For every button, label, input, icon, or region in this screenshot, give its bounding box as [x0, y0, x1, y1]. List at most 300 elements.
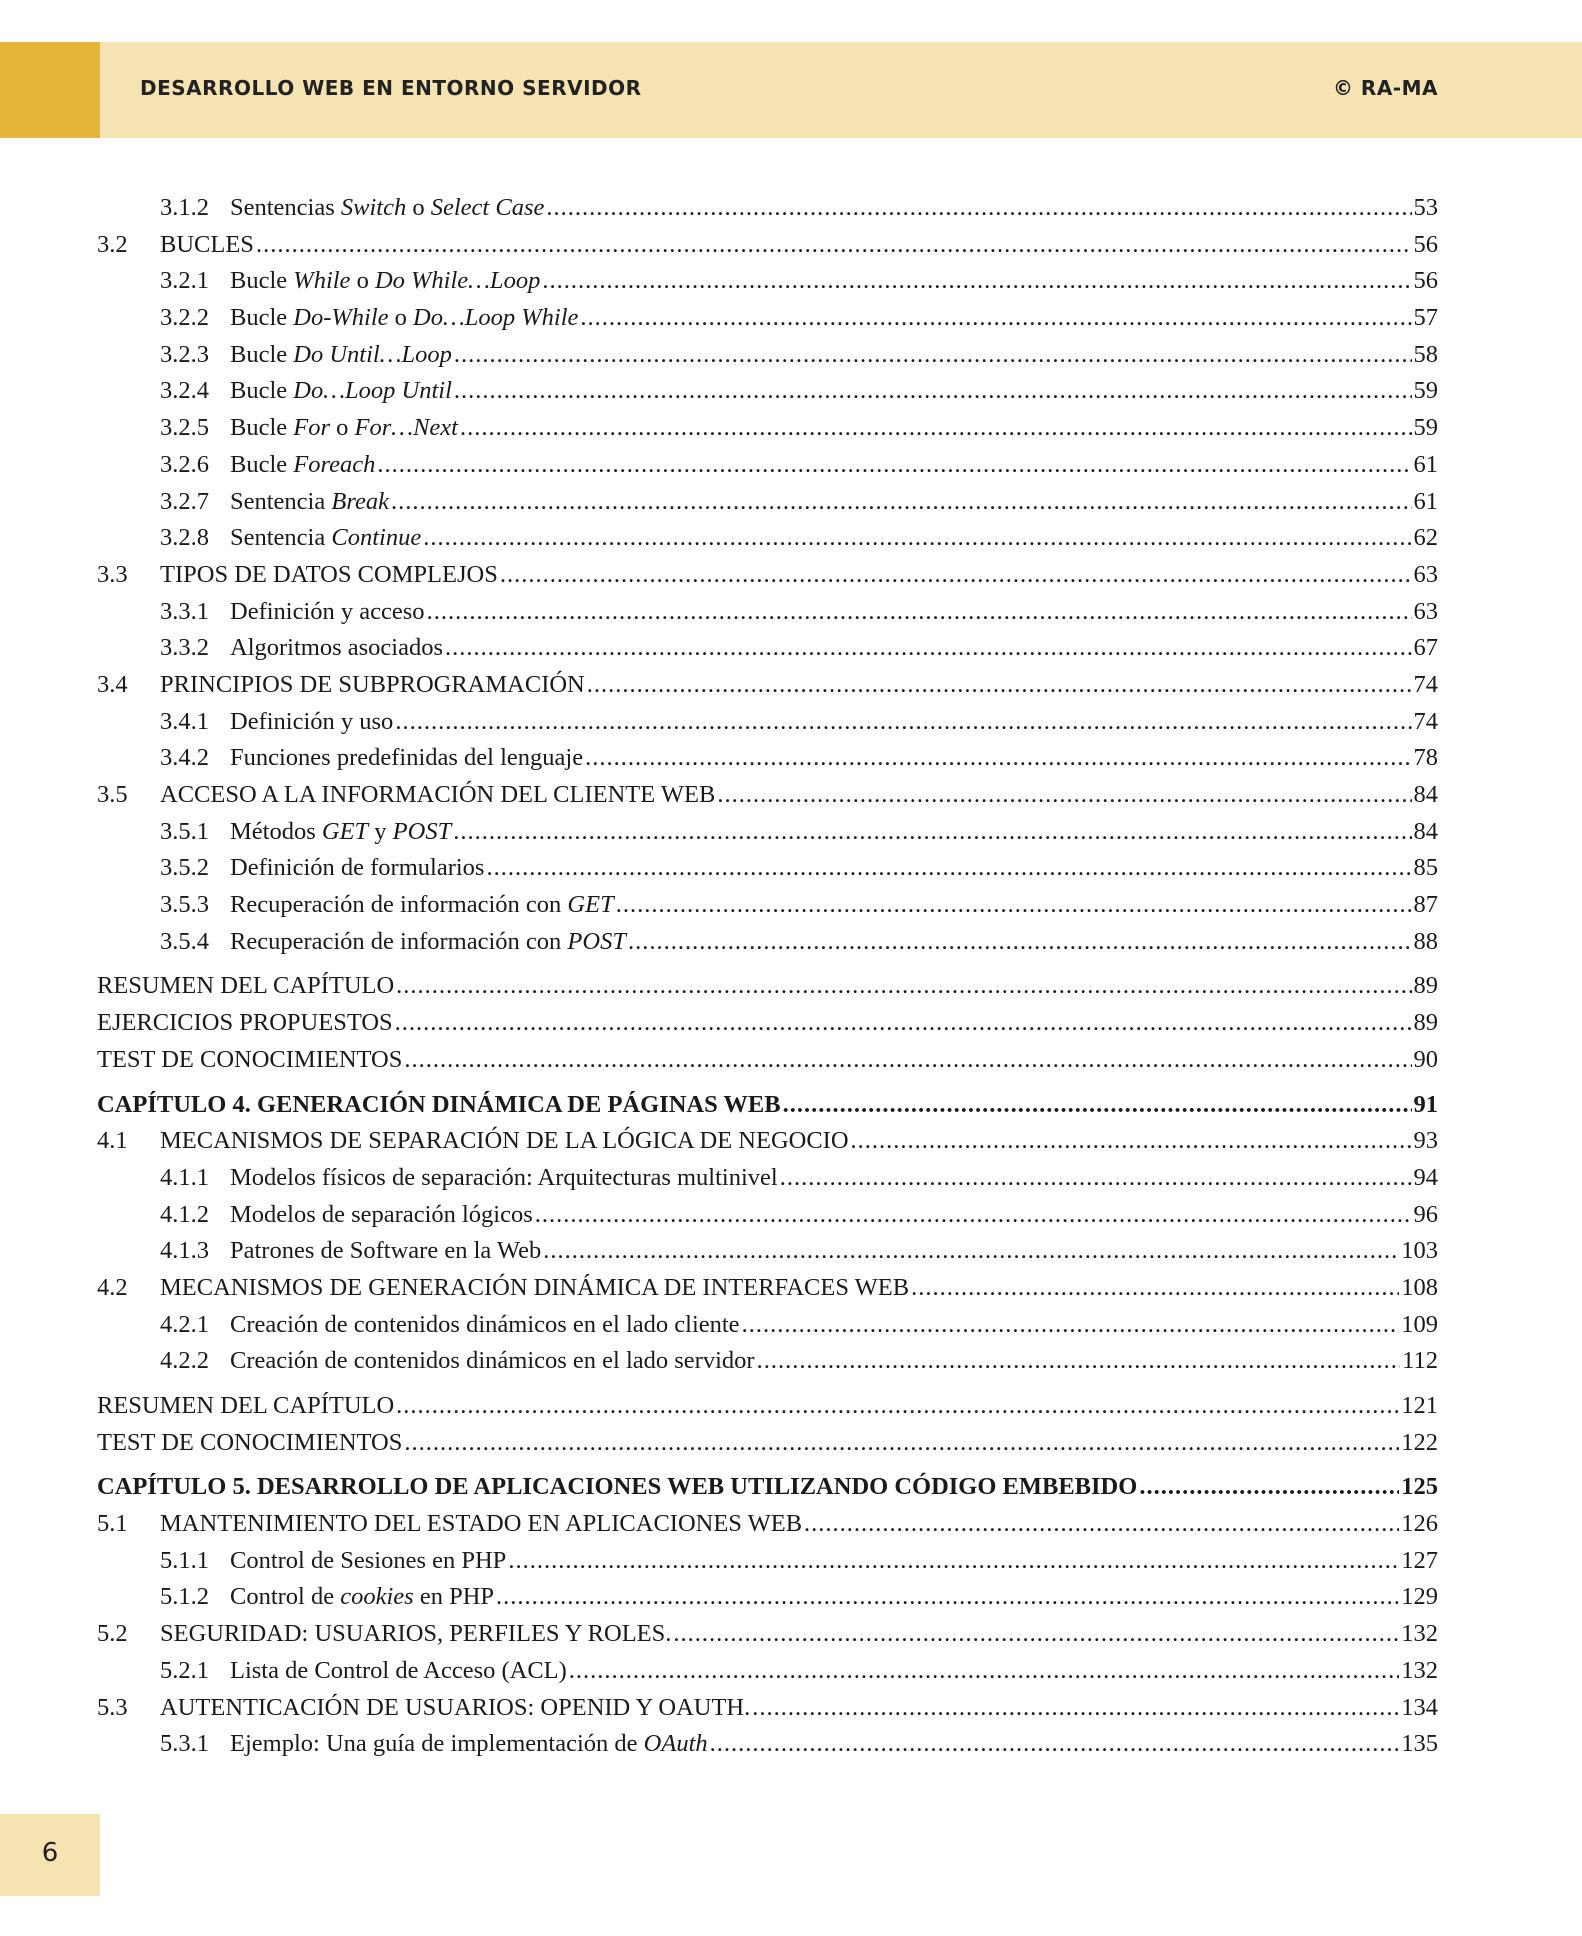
toc-entry[interactable] — [97, 781, 1438, 818]
toc-entry[interactable] — [97, 1237, 1438, 1274]
toc-entry-title — [230, 1657, 567, 1685]
toc-title-segment: Sentencia — [230, 524, 332, 552]
toc-page-number: 132 — [1401, 1620, 1438, 1648]
toc-title-segment: BUCLES — [160, 230, 254, 258]
toc-entry-number: 3.2.7 — [160, 487, 209, 515]
toc-title-segment: Lista de Control de Acceso (ACL) — [230, 1656, 567, 1684]
toc-entry-text — [97, 1311, 740, 1339]
toc-entry-number: 3.3 — [97, 560, 128, 588]
toc-entry[interactable] — [97, 1127, 1438, 1164]
dot-leader — [404, 1429, 1399, 1457]
toc-title-segment: SEGURIDAD: USUARIOS, PERFILES Y ROLES. — [160, 1620, 672, 1648]
dot-leader — [616, 891, 1412, 919]
toc-entry-text — [97, 1694, 750, 1722]
dot-leader — [580, 304, 1411, 332]
toc-entry[interactable] — [97, 1694, 1438, 1731]
toc-entry-title — [230, 1347, 755, 1375]
toc-entry[interactable] — [97, 1657, 1438, 1694]
toc-entry[interactable] — [97, 854, 1438, 891]
toc-entry-number: 3.2.3 — [160, 340, 209, 368]
toc-entry-text — [97, 854, 484, 882]
toc-page-number: 59 — [1413, 414, 1438, 442]
toc-entry-text — [97, 1730, 708, 1758]
toc-entry-title — [230, 1547, 506, 1575]
dot-leader — [508, 1547, 1399, 1575]
toc-title-segment: AUTENTICACIÓN DE USUARIOS: OPENID Y OAUTH. — [160, 1693, 751, 1721]
toc-title-segment: Sentencia — [230, 487, 332, 515]
toc-title-segment: Patrones de Software en la Web — [230, 1237, 542, 1265]
toc-entry-title — [97, 1091, 781, 1119]
toc-page-number: 53 — [1413, 194, 1438, 221]
toc-page-number: 56 — [1413, 267, 1438, 295]
dot-leader — [396, 1392, 1399, 1420]
toc-entry[interactable] — [97, 1164, 1438, 1201]
toc-entry[interactable] — [97, 1392, 1438, 1429]
dot-leader — [780, 1164, 1412, 1192]
toc-entry[interactable] — [97, 341, 1438, 378]
toc-title-segment: While — [293, 267, 351, 295]
toc-entry-title — [230, 524, 421, 552]
toc-entry-title — [230, 1311, 740, 1339]
toc-entry-text — [97, 634, 443, 662]
toc-entry-title — [160, 1510, 802, 1538]
dot-leader — [783, 1091, 1412, 1119]
toc-page-number: 129 — [1401, 1583, 1438, 1611]
toc-page-number: 61 — [1413, 450, 1438, 478]
toc-title-segment: Bucle — [230, 267, 294, 295]
toc-title-segment: CAPÍTULO 4. GENERACIÓN DINÁMICA DE PÁGINAS WEB — [97, 1090, 781, 1118]
toc-entry-number: 3.5 — [97, 781, 128, 808]
toc-entry[interactable] — [97, 1510, 1438, 1547]
toc-chapter-entry[interactable] — [97, 1091, 1438, 1128]
toc-entry-title — [97, 1046, 402, 1074]
toc-page-number: 134 — [1401, 1693, 1438, 1721]
toc-entry-text — [97, 1347, 755, 1375]
toc-entry-title — [160, 1620, 671, 1648]
toc-entry[interactable] — [97, 267, 1438, 304]
dot-leader — [628, 928, 1412, 956]
dot-leader — [453, 818, 1411, 846]
dot-leader — [391, 488, 1412, 516]
toc-entry-text — [97, 341, 452, 369]
toc-entry-number: 5.2 — [97, 1620, 128, 1648]
table-of-contents — [97, 194, 1438, 1767]
toc-entry-text — [97, 377, 452, 405]
toc-page-number: 135 — [1401, 1730, 1438, 1758]
dot-leader — [500, 561, 1412, 589]
toc-title-segment: TIPOS DE DATOS COMPLEJOS — [160, 560, 498, 588]
toc-entry-text — [97, 708, 393, 736]
dot-leader — [673, 1620, 1399, 1648]
toc-entry-number: 3.2 — [97, 230, 128, 258]
dot-leader — [404, 1046, 1411, 1074]
toc-entry-title — [160, 671, 585, 699]
toc-title-segment: Do Until…Loop — [293, 340, 452, 368]
dot-leader — [423, 524, 1411, 552]
dot-leader — [1139, 1473, 1399, 1501]
toc-page-number: 84 — [1413, 817, 1438, 845]
toc-entry-number: 3.5.2 — [160, 854, 209, 882]
toc-entry[interactable] — [97, 598, 1438, 635]
toc-entry-number: 3.2.5 — [160, 414, 209, 442]
toc-title-segment: EJERCICIOS PROPUESTOS — [97, 1009, 393, 1037]
toc-entry-title — [97, 1392, 394, 1420]
toc-title-segment: o — [388, 304, 414, 332]
toc-entry[interactable] — [97, 488, 1438, 525]
toc-entry-title — [97, 1429, 402, 1457]
toc-entry-text — [97, 488, 389, 516]
toc-title-segment: Control de — [230, 1583, 341, 1611]
dot-leader — [377, 451, 1411, 479]
toc-page-number: 103 — [1401, 1237, 1438, 1265]
dot-leader — [427, 598, 1412, 626]
toc-entry-title — [230, 1237, 541, 1265]
toc-page-number: 125 — [1401, 1473, 1438, 1501]
dot-leader — [804, 1510, 1399, 1538]
dot-leader — [546, 194, 1411, 222]
toc-page-number: 78 — [1413, 744, 1438, 772]
toc-title-segment: Do-While — [293, 304, 389, 332]
toc-page-number: 90 — [1413, 1045, 1438, 1073]
toc-entry[interactable] — [97, 1046, 1438, 1083]
toc-title-segment: Continue — [331, 524, 422, 552]
toc-title-segment: Modelos físicos de separación: Arquitecturas multinivel — [230, 1163, 778, 1191]
dot-leader — [395, 708, 1411, 736]
toc-entry-text — [97, 1657, 567, 1685]
toc-entry-title — [230, 377, 452, 405]
toc-page-number: 127 — [1401, 1546, 1438, 1574]
toc-entry-number: 3.3.1 — [160, 597, 209, 625]
dot-leader — [911, 1274, 1399, 1302]
toc-entry-number: 3.2.4 — [160, 377, 209, 405]
toc-entry-title — [230, 194, 544, 222]
toc-entry[interactable] — [97, 1730, 1438, 1767]
toc-entry[interactable] — [97, 1201, 1438, 1238]
toc-title-segment: Modelos de separación lógicos — [230, 1200, 533, 1228]
header-accent-block — [0, 42, 100, 138]
toc-page-number: 57 — [1413, 304, 1438, 332]
toc-page-number: 109 — [1401, 1310, 1438, 1338]
dot-leader — [717, 781, 1411, 809]
toc-page-number: 96 — [1413, 1200, 1438, 1228]
toc-entry-number: 3.2.8 — [160, 524, 209, 552]
toc-title-segment: Do…Loop While — [413, 304, 579, 332]
toc-title-segment: Bucle — [230, 450, 294, 478]
toc-entry-number: 3.2.1 — [160, 267, 209, 295]
toc-entry-text — [97, 1127, 849, 1155]
toc-entry-text — [97, 1009, 393, 1037]
toc-entry-text — [97, 1392, 394, 1420]
toc-entry-title — [160, 561, 498, 589]
toc-entry-number: 3.5.1 — [160, 817, 209, 845]
toc-entry-text — [97, 524, 421, 552]
toc-page-number: 91 — [1413, 1090, 1438, 1118]
toc-page-number: 63 — [1413, 597, 1438, 625]
toc-entry[interactable] — [97, 1274, 1438, 1311]
toc-entry-text — [97, 561, 498, 589]
toc-entry-text — [97, 194, 544, 222]
toc-entry-text — [97, 267, 540, 295]
toc-title-segment: CAPÍTULO 5. DESARROLLO DE APLICACIONES WEB UTILIZANDO CÓDIGO EMBEBIDO — [97, 1473, 1138, 1501]
toc-entry-title — [230, 267, 540, 295]
toc-page-number: 121 — [1401, 1392, 1438, 1419]
toc-entry-number: 4.1 — [97, 1127, 128, 1155]
toc-page-number: 93 — [1413, 1127, 1438, 1155]
toc-title-segment: MECANISMOS DE GENERACIÓN DINÁMICA DE INTERFACES WEB — [160, 1273, 910, 1301]
toc-entry-number: 3.2.6 — [160, 450, 209, 478]
toc-entry-text — [97, 818, 451, 846]
toc-entry-number: 4.1.1 — [160, 1163, 209, 1191]
toc-title-segment: OAuth — [643, 1730, 708, 1758]
toc-title-segment: GET — [321, 817, 369, 845]
toc-entry[interactable] — [97, 1583, 1438, 1620]
toc-page-number: 67 — [1413, 634, 1438, 662]
toc-entry[interactable] — [97, 1620, 1438, 1657]
toc-entry-text — [97, 671, 585, 699]
dot-leader — [256, 231, 1412, 259]
toc-entry[interactable] — [97, 1547, 1438, 1584]
toc-title-segment: Do While…Loop — [374, 267, 541, 295]
dot-leader — [752, 1694, 1399, 1722]
toc-entry-number: 3.1.2 — [160, 194, 209, 221]
toc-entry-text — [97, 231, 254, 259]
dot-leader — [587, 671, 1412, 699]
toc-title-segment: RESUMEN DEL CAPÍTULO — [97, 1392, 395, 1419]
running-header-title: DESARROLLO WEB EN ENTORNO SERVIDOR — [140, 76, 642, 100]
toc-entry[interactable] — [97, 1347, 1438, 1384]
toc-title-segment: Definición de formularios — [230, 854, 485, 882]
toc-title-segment: Control de Sesiones en PHP — [230, 1546, 507, 1574]
toc-title-segment: POST — [392, 817, 452, 845]
toc-entry-title — [97, 1009, 393, 1037]
dot-leader — [396, 972, 1411, 1000]
toc-title-segment: Bucle — [230, 414, 294, 442]
toc-page-number: 84 — [1413, 781, 1438, 808]
toc-title-segment: Foreach — [293, 450, 376, 478]
toc-title-segment: Sentencias — [230, 194, 341, 221]
toc-entry-number: 3.3.2 — [160, 634, 209, 662]
toc-entry-text — [97, 1473, 1137, 1501]
toc-title-segment: For…Next — [354, 414, 458, 442]
toc-entry-text — [97, 1237, 541, 1265]
toc-entry[interactable] — [97, 414, 1438, 451]
toc-entry[interactable] — [97, 671, 1438, 708]
toc-title-segment: Creación de contenidos dinámicos en el lado cliente — [230, 1310, 740, 1338]
toc-entry-number: 3.5.4 — [160, 927, 209, 955]
dot-leader — [460, 414, 1412, 442]
toc-entry-text — [97, 304, 578, 332]
toc-title-segment: Definición y acceso — [230, 597, 425, 625]
toc-entry-text — [97, 598, 425, 626]
toc-entry-title — [160, 781, 715, 809]
toc-entry-number: 5.3.1 — [160, 1730, 209, 1758]
toc-title-segment: MANTENIMIENTO DEL ESTADO EN APLICACIONES WEB — [160, 1510, 803, 1538]
toc-page-number: 122 — [1401, 1428, 1438, 1456]
toc-title-segment: y — [368, 817, 393, 845]
toc-entry[interactable] — [97, 744, 1438, 781]
toc-entry-title — [230, 1730, 708, 1758]
toc-page-number: 89 — [1413, 972, 1438, 1000]
dot-leader — [585, 744, 1411, 772]
toc-entry-number: 5.1 — [97, 1510, 128, 1538]
toc-entry-title — [97, 1473, 1137, 1501]
toc-title-segment: en PHP — [413, 1583, 495, 1611]
toc-title-segment: Algoritmos asociados — [230, 634, 443, 662]
dot-leader — [757, 1347, 1401, 1375]
toc-entry-title — [230, 598, 425, 626]
toc-entry-text — [97, 1274, 909, 1302]
toc-entry-title — [160, 1274, 909, 1302]
dot-leader — [742, 1311, 1400, 1339]
toc-entry[interactable] — [97, 304, 1438, 341]
toc-page-number: 126 — [1401, 1510, 1438, 1538]
dot-leader — [569, 1657, 1399, 1685]
toc-entry-text — [97, 1046, 402, 1074]
toc-entry-title — [230, 708, 393, 736]
toc-entry-number: 3.5.3 — [160, 891, 209, 919]
toc-page-number: 108 — [1401, 1273, 1438, 1301]
toc-entry-text — [97, 1620, 671, 1648]
toc-title-segment: Creación de contenidos dinámicos en el lado servidor — [230, 1347, 755, 1375]
toc-entry[interactable] — [97, 231, 1438, 268]
toc-entry[interactable] — [97, 1311, 1438, 1348]
toc-entry-title — [230, 1164, 778, 1192]
toc-entry-text — [97, 1510, 802, 1538]
toc-entry[interactable] — [97, 634, 1438, 671]
toc-title-segment: Funciones predefinidas del lenguaje — [230, 744, 584, 772]
toc-entry-text — [97, 928, 626, 956]
toc-entry-number: 3.4 — [97, 670, 128, 698]
toc-entry[interactable] — [97, 928, 1438, 965]
page-number: 6 — [41, 1838, 59, 1868]
toc-title-segment: o — [406, 194, 431, 221]
toc-page-number: 61 — [1413, 487, 1438, 515]
running-header-publisher: © RA-MA — [1332, 76, 1438, 100]
toc-title-segment: MECANISMOS DE SEPARACIÓN DE LA LÓGICA DE NEGOCIO — [160, 1127, 849, 1155]
toc-title-segment: Métodos — [230, 817, 322, 845]
toc-entry-text — [97, 1164, 778, 1192]
toc-page-number: 94 — [1413, 1163, 1438, 1191]
toc-entry-number: 4.1.3 — [160, 1237, 209, 1265]
toc-page-number: 112 — [1402, 1347, 1438, 1375]
dot-leader — [445, 634, 1412, 662]
toc-entry-title — [97, 972, 394, 1000]
dot-leader — [535, 1201, 1412, 1229]
toc-entry-title — [160, 1694, 750, 1722]
toc-entry-title — [230, 341, 452, 369]
toc-entry-text — [97, 781, 715, 809]
toc-entry-number: 3.4.1 — [160, 707, 209, 735]
toc-entry-number: 3.4.2 — [160, 744, 209, 772]
dot-leader — [454, 341, 1412, 369]
toc-title-segment: o — [350, 267, 375, 295]
toc-page-number: 58 — [1413, 340, 1438, 368]
toc-entry-number: 5.2.1 — [160, 1656, 209, 1684]
toc-title-segment: TEST DE CONOCIMIENTOS — [97, 1428, 403, 1456]
toc-title-segment: Recuperación de información con — [230, 927, 568, 955]
toc-entry-title — [230, 451, 375, 479]
toc-entry-number: 4.2.2 — [160, 1347, 209, 1375]
toc-entry-text — [97, 1429, 402, 1457]
toc-title-segment: Definición y uso — [230, 707, 394, 735]
toc-entry-title — [230, 304, 578, 332]
toc-title-segment: GET — [567, 891, 614, 919]
dot-leader — [496, 1583, 1399, 1611]
toc-chapter-entry[interactable] — [97, 1473, 1438, 1510]
toc-entry-text — [97, 414, 458, 442]
toc-entry-number: 5.1.1 — [160, 1546, 209, 1574]
toc-page-number: 88 — [1413, 927, 1438, 955]
toc-page-number: 74 — [1413, 670, 1438, 698]
toc-entry-text — [97, 972, 394, 1000]
toc-entry-text — [97, 1201, 533, 1229]
toc-title-segment: POST — [567, 927, 626, 955]
toc-title-segment: RESUMEN DEL CAPÍTULO — [97, 972, 395, 1000]
toc-page-number: 87 — [1413, 891, 1438, 919]
toc-entry[interactable] — [97, 891, 1438, 928]
toc-entry-title — [230, 1201, 533, 1229]
toc-title-segment: Recuperación de información con — [230, 891, 568, 919]
toc-page-number: 89 — [1413, 1009, 1438, 1037]
toc-entry-number: 3.2.2 — [160, 304, 209, 332]
toc-entry[interactable] — [97, 451, 1438, 488]
dot-leader — [710, 1730, 1400, 1758]
toc-title-segment: Switch — [340, 194, 407, 221]
toc-page-number: 63 — [1413, 560, 1438, 588]
toc-entry-title — [230, 928, 626, 956]
toc-title-segment: Select Case — [430, 194, 545, 221]
toc-page-number: 56 — [1413, 230, 1438, 258]
toc-entry[interactable] — [97, 708, 1438, 745]
toc-entry-title — [230, 634, 443, 662]
toc-title-segment: Bucle — [230, 377, 294, 405]
toc-entry[interactable] — [97, 1429, 1438, 1466]
toc-title-segment: Bucle — [230, 304, 294, 332]
toc-title-segment: Bucle — [230, 340, 294, 368]
toc-entry-text — [97, 891, 614, 919]
dot-leader — [851, 1127, 1412, 1155]
toc-entry-title — [230, 854, 484, 882]
toc-entry[interactable] — [97, 377, 1438, 414]
toc-page-number: 62 — [1413, 524, 1438, 552]
toc-entry[interactable] — [97, 818, 1438, 855]
toc-entry[interactable] — [97, 972, 1438, 1009]
toc-title-segment: Ejemplo: Una guía de implementación de — [230, 1730, 644, 1758]
dot-leader — [486, 854, 1411, 882]
toc-title-segment: TEST DE CONOCIMIENTOS — [97, 1045, 403, 1073]
toc-entry-title — [230, 744, 583, 772]
toc-page-number: 59 — [1413, 377, 1438, 405]
toc-entry-number: 4.2.1 — [160, 1310, 209, 1338]
toc-entry[interactable] — [97, 561, 1438, 598]
toc-entry-title — [230, 488, 389, 516]
toc-title-segment: PRINCIPIOS DE SUBPROGRAMACIÓN — [160, 670, 585, 698]
toc-title-segment: cookies — [340, 1583, 414, 1611]
toc-title-segment: For — [293, 414, 331, 442]
toc-entry[interactable] — [97, 524, 1438, 561]
toc-entry-text — [97, 1583, 494, 1611]
toc-entry[interactable] — [97, 194, 1438, 231]
toc-entry-number: 5.1.2 — [160, 1583, 209, 1611]
toc-entry[interactable] — [97, 1009, 1438, 1046]
toc-page-number: 74 — [1413, 707, 1438, 735]
toc-entry-text — [97, 1547, 506, 1575]
toc-page-number: 132 — [1401, 1656, 1438, 1684]
toc-title-segment: Break — [331, 487, 389, 515]
toc-page-number: 85 — [1413, 854, 1438, 882]
dot-leader — [542, 267, 1411, 295]
toc-entry-title — [230, 1583, 494, 1611]
